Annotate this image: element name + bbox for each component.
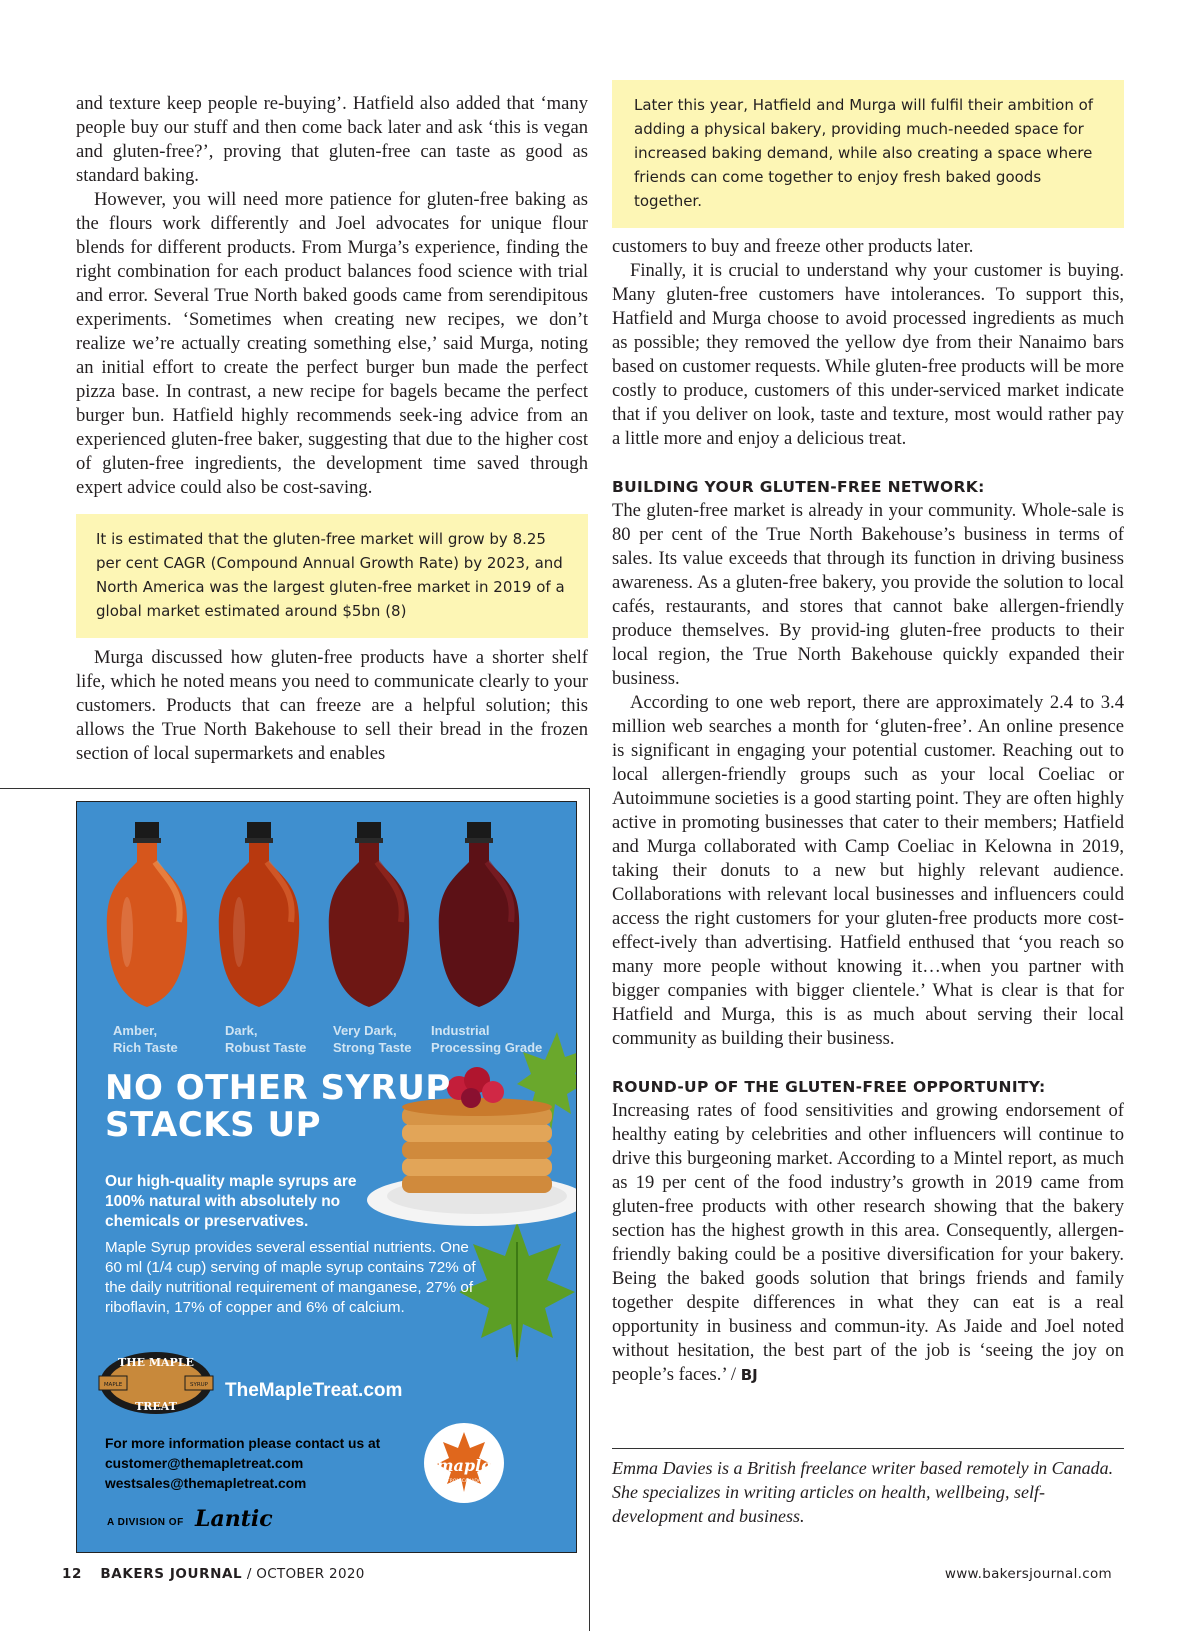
- grade-taste: Processing Grade: [431, 1040, 543, 1055]
- pull-quote-market: It is estimated that the gluten-free market will grow by 8.25 per cent CAGR (Compound Annual Growth Rate) by 2023, and North America was the largest gluten-free market in 2019 of a global market estimated around $5bn (8): [76, 514, 588, 638]
- paragraph: Finally, it is crucial to understand why your customer is buying. Many gluten-free customers have intolerances. To support this, Hatfield and Murga choose to avoid processed ingredients as much as possible; they removed the yellow dye from their Nanaimo bars based on customer requests. While gluten-free products will be more costly to produce, customers of this under-serviced market indicate that if you deliver on look, taste and texture, most would rather pay a little more and enjoy a delicious treat.: [612, 260, 1124, 449]
- paragraph-text: Increasing rates of food sensitivities and growing endorsement of healthy eating by celebrities and other influencers will continue to drive this burgeoning market. According to a Mintel report, as much as 19 per cent of the food industry’s growth in 2019 came from gluten-free products with other research showing that the bakery section has the highest growth in this area. Consequently, allergen-friendly baking could be a positive diversification for your bakery. Being the baked goods solution that brings friends and family together despite differences in what they can eat is a real opportunity in business and commun-ity. As Jaide and Joel noted without hesitation, the best part of the job is ‘seeing the joy on people’s faces.’ /: [612, 1100, 1124, 1385]
- left-column: [76, 92, 588, 500]
- logo-text-bottom: TREAT: [135, 1400, 177, 1413]
- right-column: [612, 235, 1124, 1387]
- issue-date: / OCTOBER 2020: [242, 1566, 365, 1582]
- maple-treat-logo: [97, 1350, 215, 1416]
- syrup-bottle-very-dark: [319, 822, 419, 1017]
- syrup-bottle-industrial: [429, 822, 529, 1017]
- badge-sub: FROM CANADA: [447, 1479, 481, 1484]
- grade-name: Amber,: [113, 1023, 158, 1038]
- grade-label-very-dark: [333, 1022, 412, 1056]
- grade-label-amber: [113, 1022, 178, 1056]
- lantic-logo: Lantic: [195, 1506, 273, 1532]
- logo-text-right: SYRUP: [189, 1382, 209, 1388]
- maple-from-canada-badge: [423, 1422, 505, 1504]
- paragraph-final: [612, 1099, 1124, 1387]
- bio-divider: [612, 1448, 1124, 1449]
- ad-website[interactable]: TheMapleTreat.com: [225, 1380, 403, 1401]
- signature: BJ: [740, 1366, 758, 1384]
- contact-line: For more information please contact us at: [105, 1436, 381, 1451]
- ad-bold-copy: Our high-quality maple syrups are 100% natural with absolutely no chemicals or preservatives.: [105, 1173, 357, 1230]
- ad-body-copy: Maple Syrup provides several essential nutrients. One 60 ml (1/4 cup) serving of maple syrup contains 72% of the daily nutritional requirement of manganese, 27% of riboflavin, 17% of copper and 6% of calcium.: [105, 1239, 476, 1316]
- email-west-sales[interactable]: westsales@themapletreat.com: [105, 1476, 307, 1491]
- division-label: A DIVISION OF: [107, 1517, 184, 1528]
- paragraph: and texture keep people re-buying’. Hatfield also added that ‘many people buy our stuff and then come back later and ask ‘this is vegan and gluten-free?’, proving that gluten-free can taste as good as standard baking.: [76, 93, 588, 186]
- footer-url[interactable]: www.bakersjournal.com: [944, 1566, 1112, 1582]
- grade-name: Very Dark,: [333, 1023, 397, 1038]
- paragraph: Murga discussed how gluten-free products have a shorter shelf life, which he noted means you need to communicate clearly to your customers. Products that can freeze are a helpful solution; this allows the True North Bakehouse to sell their bread in the frozen section of local supermarkets and enables: [76, 647, 588, 764]
- grade-name: Dark,: [225, 1023, 258, 1038]
- paragraph: However, you will need more patience for gluten-free baking as the flours work differently and Joel advocates for unique flour blends for different products. From Murga’s experience, finding the right combination for each product balances food science with trial and error. Several True North baked goods came from serendipitous experiments. ‘Sometimes when creating new recipes, we don’t realize we’re actually creating something else,’ said Murga, noting an initial effort to create the perfect burger bun made the perfect pizza base. In contrast, a new recipe for bagels became the perfect burger bun. Hatfield highly recommends seek-ing advice from an experienced gluten-free baker, suggesting that due to the higher cost of gluten-free ingredients, the development time saved through expert advice could also be cost-saving.: [76, 189, 588, 498]
- grade-taste: Strong Taste: [333, 1040, 412, 1055]
- paragraph: customers to buy and freeze other products later.: [612, 236, 974, 257]
- logo-text-top: THE MAPLE: [118, 1356, 194, 1369]
- syrup-bottle-amber: [97, 822, 197, 1017]
- ad-contact: [105, 1434, 380, 1494]
- pull-quote-bakery: Later this year, Hatfield and Murga will fulfil their ambition of adding a physical bakery, providing much-needed space for increased baking demand, while also creating a space where friends can come together to enjoy fresh baked goods together.: [612, 80, 1124, 228]
- maple-syrup-advertisement: [76, 801, 577, 1553]
- footer-left: [62, 1566, 365, 1582]
- grade-name: Industrial: [431, 1023, 490, 1038]
- page-number: 12: [62, 1566, 82, 1582]
- author-bio: Emma Davies is a British freelance writer based remotely in Canada. She specializes in writing articles on health, wellbeing, self-development and business.: [612, 1458, 1114, 1526]
- ad-headline: [105, 1070, 451, 1144]
- magazine-title: BAKERS JOURNAL: [100, 1566, 243, 1582]
- grade-label-dark: [225, 1022, 306, 1056]
- section-heading-network: BUILDING YOUR GLUTEN-FREE NETWORK:: [612, 478, 985, 496]
- logo-text-left: MAPLE: [103, 1382, 123, 1388]
- email-customer[interactable]: customer@themapletreat.com: [105, 1456, 304, 1471]
- grade-taste: Rich Taste: [113, 1040, 178, 1055]
- headline-line: NO OTHER SYRUP: [105, 1068, 451, 1108]
- badge-word: maple: [436, 1456, 492, 1475]
- paragraph: The gluten-free market is already in your community. Whole-sale is 80 per cent of the True North Bakehouse’s business in terms of sales. Its value exceeds that through its function in driving business awareness. As a gluten-free bakery, you provide the solution to local cafés, restaurants, and stores that cannot bake allergen-friendly produce themselves. By provid-ing gluten-free products to their local region, the True North Bakehouse quickly expanded their business.: [612, 500, 1124, 689]
- left-column-lower: [76, 646, 588, 766]
- section-heading-roundup: ROUND-UP OF THE GLUTEN-FREE OPPORTUNITY:: [612, 1078, 1046, 1096]
- grade-taste: Robust Taste: [225, 1040, 307, 1055]
- headline-line: STACKS UP: [105, 1105, 322, 1145]
- syrup-bottle-dark: [209, 822, 309, 1017]
- paragraph: According to one web report, there are approximately 2.4 to 3.4 million web searches a month for ‘gluten-free’. An online presence is significant in engaging your potential customer. Reaching out to local allergen-friendly groups such as your local Coeliac or Autoimmune societies is a good starting point. They are often highly active in promoting businesses that cater to their members; Hatfield and Murga collaborated with Camp Coeliac in Kelowna in 2019, taking their donuts to a new but highly relevant audience. Collaborations with relevant local businesses and influencers could access the right customers for your gluten-free products more cost-effect-ively than advertising. Hatfield enthused that ‘you reach so many more people without knowing it…when you partner with bigger companies with bigger clientele.’ What is clear is that for Hatfield and Murga, this is as much about serving their local community as building their business.: [612, 692, 1124, 1049]
